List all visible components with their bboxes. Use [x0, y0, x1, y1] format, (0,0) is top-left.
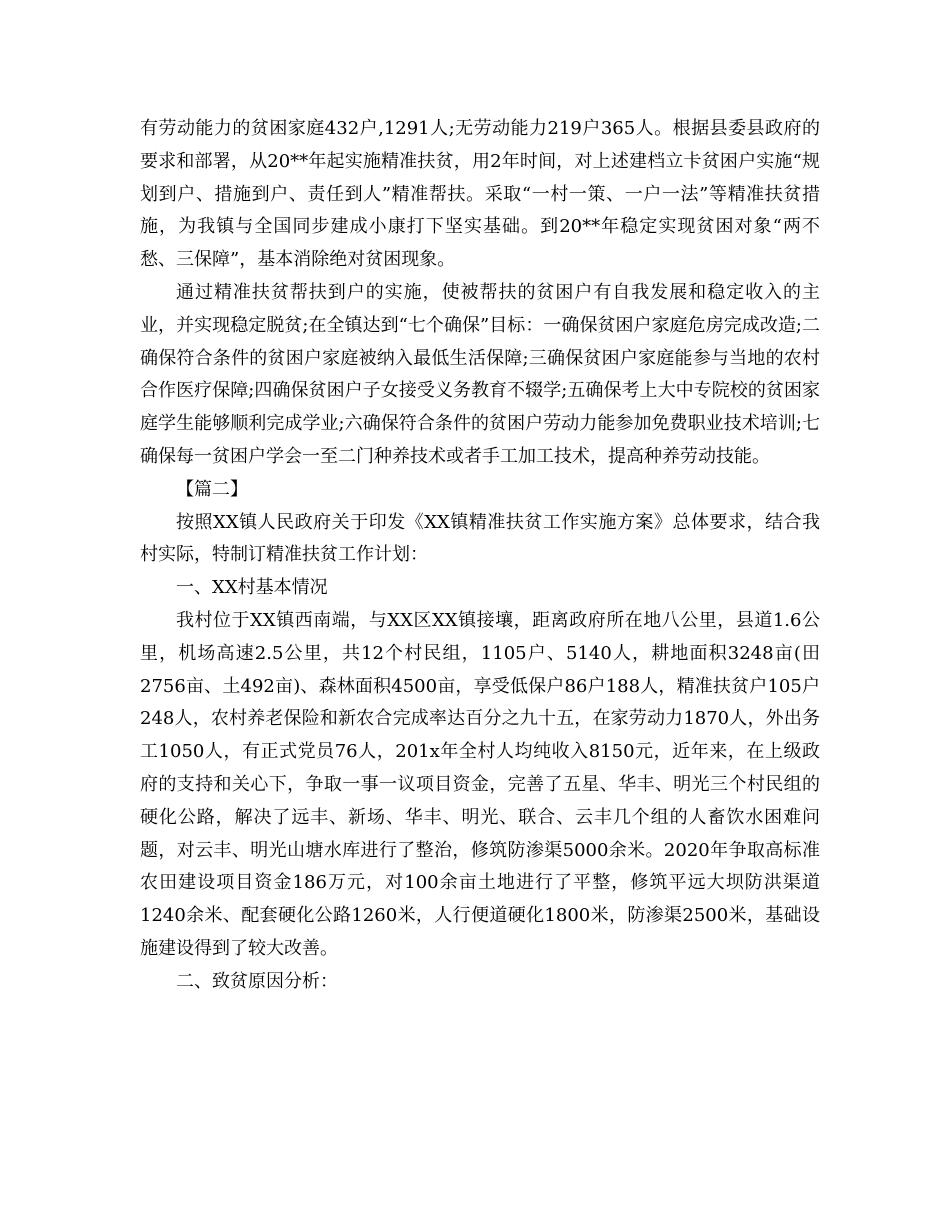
- paragraph-village-details: 我村位于XX镇西南端，与XX区XX镇接壤，距离政府所在地八公里，县道1.6公里，机场高速2.5公里，共12个村民组，1105户、5140人，耕地面积3248亩(田2756亩、土492亩)、森林面积4500亩，享受低保户86户188人，精准扶贫户105户248人，农村养老保险和新农合完成率达百分之九十五，在家劳动力1870人，外出务工1050人，有正式党员76人，201x年全村人均纯收入8150元，近年来，在上级政府的支持和关心下，争取一事一议项目资金，完善了五星、华丰、明光三个村民组的硬化公路，解决了远丰、新场、华丰、明光、联合、云丰几个组的人畜饮水困难问题，对云丰、明光山塘水库进行了整治，修筑防渗渠5000余米。2020年争取高标准农田建设项目资金186万元，对100余亩土地进行了平整，修筑平远大坝防洪渠道1240余米、配套硬化公路1260米，人行便道硬化1800米，防渗渠2500米，基础设施建设得到了较大改善。: [140, 609, 820, 959]
- paragraph-poverty-households: 有劳动能力的贫困家庭432户,1291人;无劳动能力219户365人。根据县委县政府的要求和部署，从20**年起实施精准扶贫，用2年时间，对上述建档立卡贫困户实施“规划到户、措施到户、责任到人”精准帮扶。采取“一村一策、一户一法”等精准扶贫措施，为我镇与全国同步建成小康打下坚实基础。到20**年稳定实现贫困对象“两不愁、三保障”，基本消除绝对贫困现象。: [140, 118, 820, 271]
- paragraph-plan-intro: 按照XX镇人民政府关于印发《XX镇精准扶贫工作实施方案》总体要求，结合我村实际，特制订精准扶贫工作计划：: [140, 511, 820, 566]
- section-heading-village-overview: 一、XX村基本情况: [176, 577, 328, 599]
- paragraph-seven-guarantees: 通过精准扶贫帮扶到户的实施，使被帮扶的贫困户有自我发展和稳定收入的主业，并实现稳定脱贫;在全镇达到“七个确保”目标：一确保贫困户家庭危房完成改造;二确保符合条件的贫困户家庭被纳入最低生活保障;三确保贫困户家庭能参与当地的农村合作医疗保障;四确保贫困户子女接受义务教育不辍学;五确保考上大中专院校的贫困家庭学生能够顺利完成学业;六确保符合条件的贫困户劳动力能参加免费职业技术培训;七确保每一贫困户学会一至二门种养技术或者手工加工技术，提高种养劳动技能。: [140, 281, 820, 467]
- section-heading-part-two: 【篇二】: [176, 478, 248, 500]
- document-page: [140, 113, 820, 999]
- section-heading-poverty-causes: 二、致贫原因分析：: [176, 970, 338, 992]
